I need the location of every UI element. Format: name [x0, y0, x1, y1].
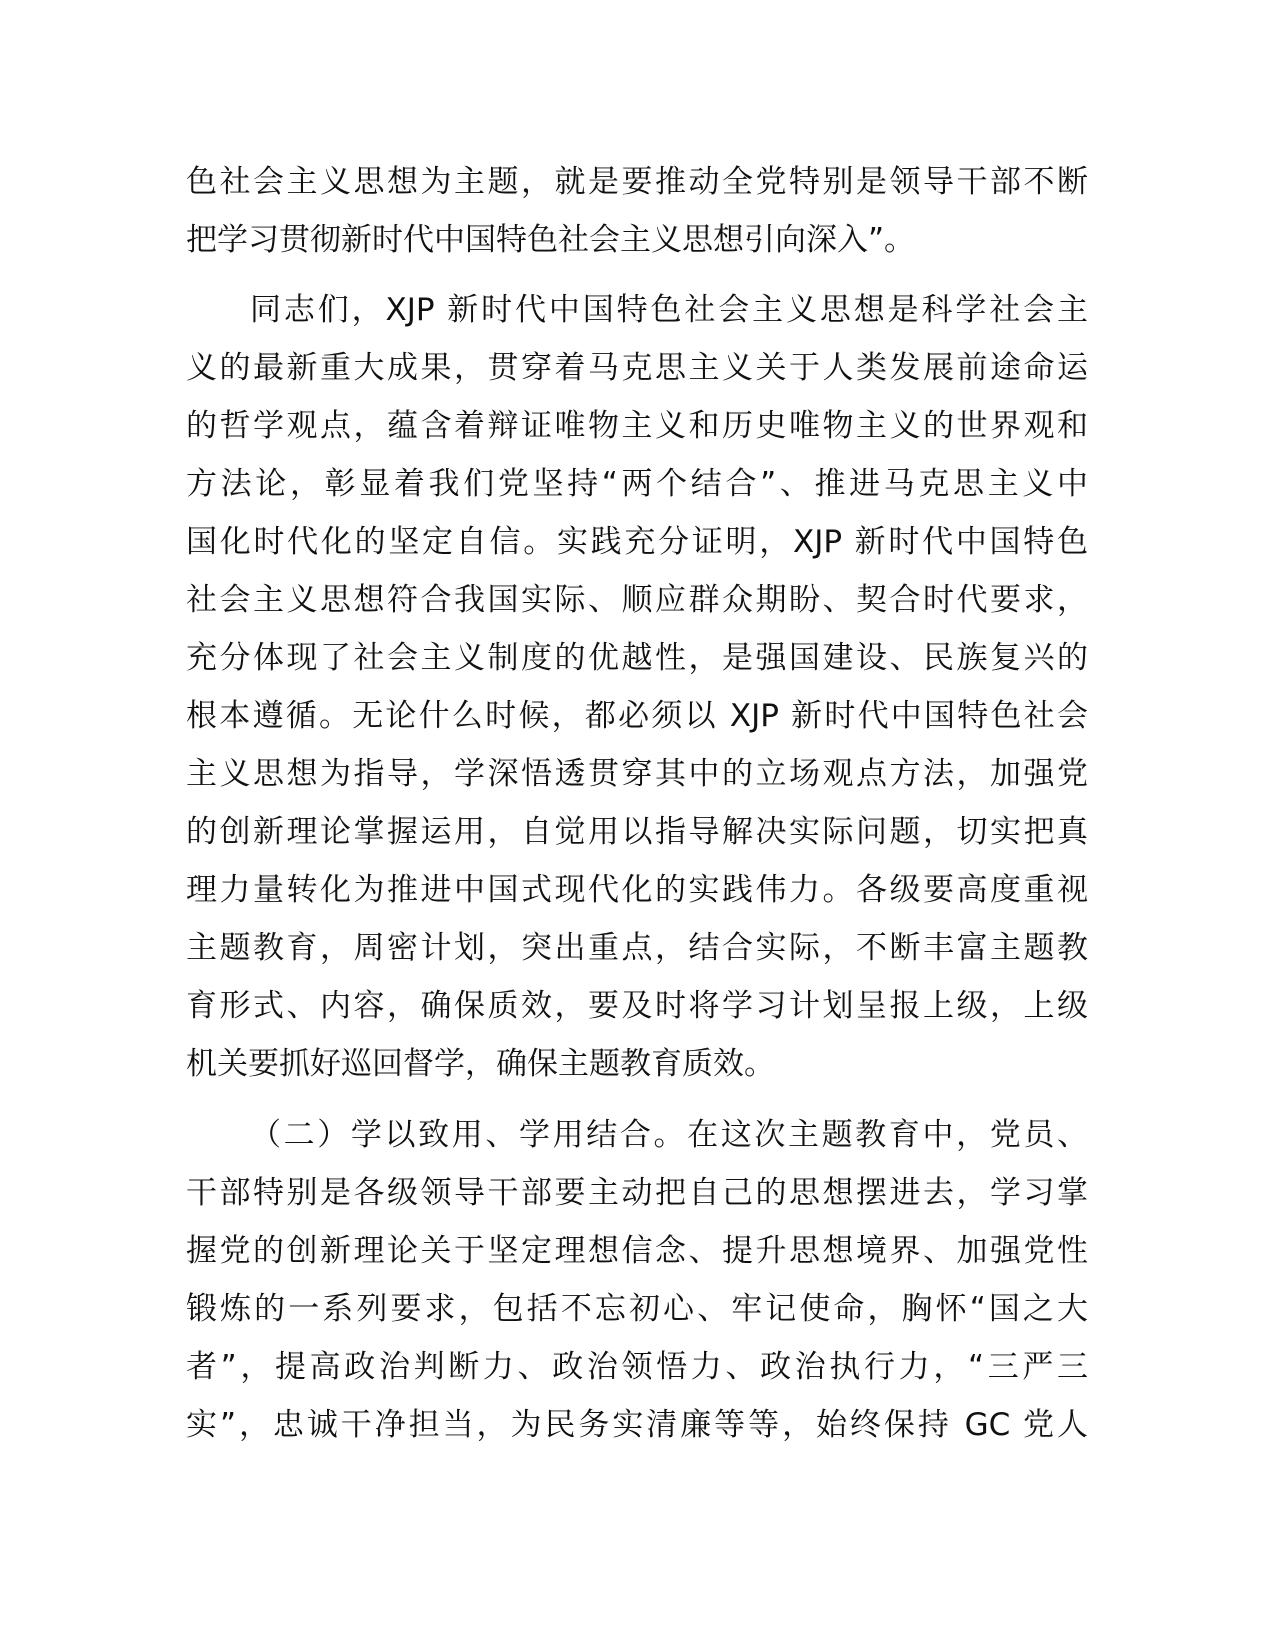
- text-line: 充分体现了社会主义制度的优越性，是强国建设、民族复兴的: [186, 640, 1088, 676]
- text-line: 理力量转化为推进中国式现代化的实践伟力。各级要高度重视: [186, 872, 1088, 908]
- text-line: 国化时代化的坚定自信。实践充分证明，XJP 新时代中国特色: [186, 524, 1088, 560]
- text-line: 社会主义思想符合我国实际、顺应群众期盼、契合时代要求，: [186, 582, 1088, 618]
- paragraph-1: [186, 153, 1088, 269]
- text-line: 实”，忠诚干净担当，为民务实清廉等等，始终保持 GC 党人: [186, 1407, 1088, 1443]
- text-line: 机关要抓好巡回督学，确保主题教育质效。: [186, 1046, 775, 1082]
- text-line: 育形式、内容，确保质效，要及时将学习计划呈报上级，上级: [186, 988, 1088, 1024]
- text-line: 的创新理论掌握运用，自觉用以指导解决实际问题，切实把真: [186, 814, 1088, 850]
- text-line: 主题教育，周密计划，突出重点，结合实际，不断丰富主题教: [186, 930, 1088, 966]
- paragraph-2: [186, 281, 1088, 1093]
- text-line: 握党的创新理论关于坚定理想信念、提升思想境界、加强党性: [186, 1233, 1088, 1269]
- text-line: 同志们，XJP 新时代中国特色社会主义思想是科学社会主: [250, 292, 1088, 328]
- document-body: [186, 153, 1088, 1454]
- text-line: 色社会主义思想为主题，就是要推动全党特别是领导干部不断: [186, 164, 1088, 200]
- text-line: 的哲学观点，蕴含着辩证唯物主义和历史唯物主义的世界观和: [186, 408, 1088, 444]
- text-line: 义的最新重大成果，贯穿着马克思主义关于人类发展前途命运: [186, 350, 1088, 386]
- text-line: 锻炼的一系列要求，包括不忘初心、牢记使命，胸怀“国之大: [186, 1291, 1088, 1327]
- text-line: 把学习贯彻新时代中国特色社会主义思想引向深入”。: [186, 222, 916, 258]
- text-line: 主义思想为指导，学深悟透贯穿其中的立场观点方法，加强党: [186, 756, 1088, 792]
- paragraph-3: [186, 1106, 1088, 1454]
- text-line: 根本遵循。无论什么时候，都必须以 XJP 新时代中国特色社会: [186, 698, 1088, 734]
- text-line: （二）学以致用、学用结合。在这次主题教育中，党员、: [250, 1117, 1088, 1153]
- text-line: 方法论，彰显着我们党坚持“两个结合”、推进马克思主义中: [186, 466, 1088, 502]
- text-line: 者”，提高政治判断力、政治领悟力、政治执行力，“三严三: [186, 1349, 1088, 1385]
- text-line: 干部特别是各级领导干部要主动把自己的思想摆进去，学习掌: [186, 1175, 1088, 1211]
